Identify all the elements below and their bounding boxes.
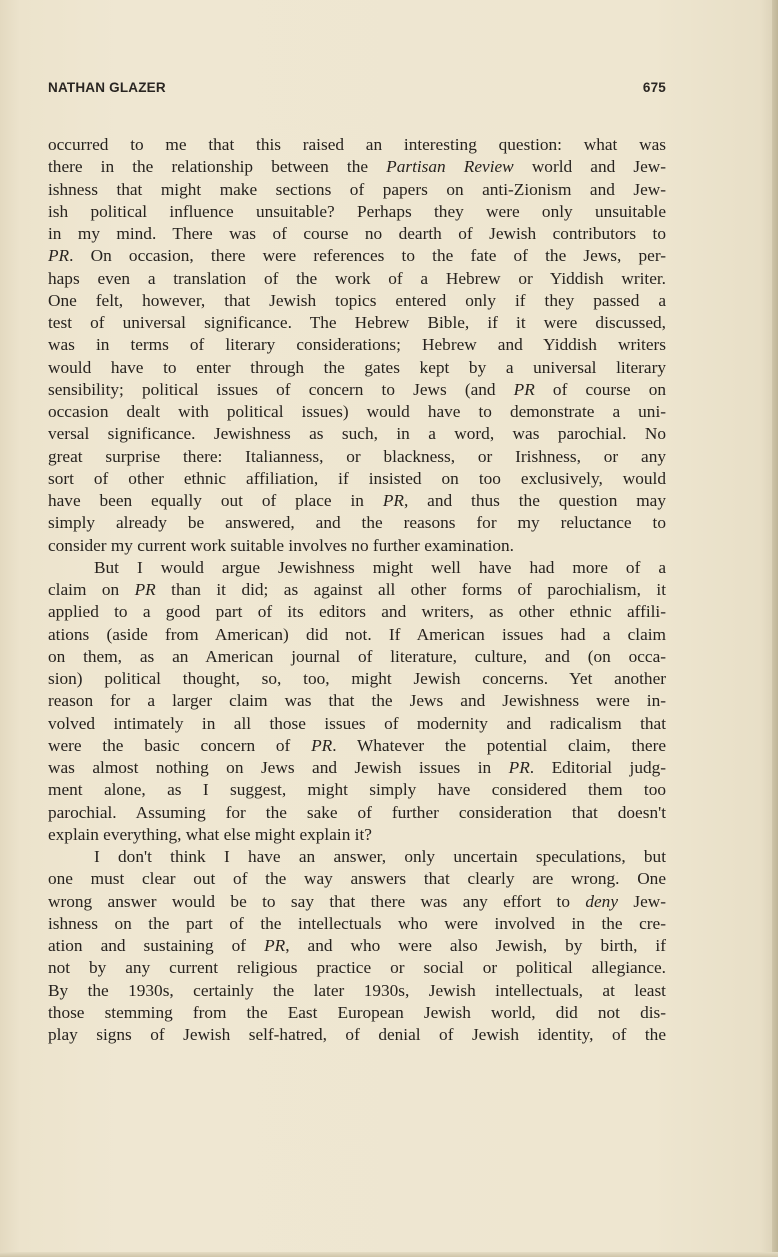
page-edge-right bbox=[772, 0, 778, 1257]
text-line: was in terms of literary considerations; Hebrew and Yiddish writers bbox=[48, 335, 666, 355]
text-line: occurred to me that this raised an interesting question: what was bbox=[48, 135, 666, 154]
text-line: versal significance. Jewishness as such, in a word, was parochial. No bbox=[48, 424, 666, 444]
text-line: haps even a translation of the work of a Hebrew or Yiddish writer. bbox=[48, 268, 666, 288]
paragraph-end-line: consider my current work suitable involves no further examination. bbox=[48, 535, 514, 555]
text-line: One felt, however, that Jewish topics entered only if they passed a bbox=[48, 290, 666, 310]
text-line: ation and sustaining of PR, and who were also Jewish, by birth, if bbox=[48, 936, 666, 955]
running-head bbox=[48, 80, 666, 100]
text-line: applied to a good part of its editors and writers, as other ethnic affili- bbox=[48, 602, 666, 622]
text-line: there in the relationship between the Partisan Review world and Jew- bbox=[48, 157, 666, 177]
text-line: those stemming from the East European Jewish world, did not dis- bbox=[48, 1002, 666, 1022]
text-line: in my mind. There was of course no dearth of Jewish contributors to bbox=[48, 224, 666, 243]
text-line: would have to enter through the gates kept by a universal literary bbox=[48, 357, 666, 377]
text-line: on them, as an American journal of literature, culture, and (on occa- bbox=[48, 646, 666, 666]
text-line: play signs of Jewish self-hatred, of denial of Jewish identity, of the bbox=[48, 1025, 666, 1044]
page-edge-bottom bbox=[0, 1252, 778, 1257]
text-line: ment alone, as I suggest, might simply have considered them too bbox=[48, 780, 666, 800]
text-line: wrong answer would be to say that there was any effort to deny Jew- bbox=[48, 891, 667, 911]
text-line: ations (aside from American) did not. If American issues had a claim bbox=[48, 624, 666, 644]
text-line: ish political influence unsuitable? Perhaps they were only unsuitable bbox=[48, 201, 666, 221]
text-line: volved intimately in all those issues of modernity and radicalism that bbox=[48, 713, 666, 733]
running-head-author: NATHAN GLAZER bbox=[48, 80, 166, 95]
text-line: was almost nothing on Jews and Jewish issues in PR. Editorial judg- bbox=[48, 758, 666, 777]
text-line: PR. On occasion, there were references to the fate of the Jews, per- bbox=[48, 246, 666, 266]
text-line: one must clear out of the way answers that clearly are wrong. One bbox=[48, 869, 666, 889]
text-line: not by any current religious practice or social or political allegiance. bbox=[48, 958, 666, 978]
text-line: sort of other ethnic affiliation, if insisted on too exclusively, would bbox=[48, 468, 666, 488]
text-line: were the basic concern of PR. Whatever the potential claim, there bbox=[48, 735, 666, 755]
text-line: have been equally out of place in PR, and thus the question may bbox=[48, 491, 666, 510]
text-line: simply already be answered, and the reasons for my reluctance to bbox=[48, 513, 666, 533]
paragraph-start-line: But I would argue Jewishness might well have had more of a bbox=[94, 557, 666, 577]
text-line: great surprise there: Italianness, or blackness, or Irishness, or any bbox=[48, 446, 666, 466]
page-number: 675 bbox=[642, 80, 666, 95]
text-line: occasion dealt with political issues) would have to demonstrate a uni- bbox=[48, 402, 666, 421]
text-line: parochial. Assuming for the sake of further consideration that doesn't bbox=[48, 802, 666, 822]
text-line: By the 1930s, certainly the later 1930s, Jewish intellectuals, at least bbox=[48, 980, 666, 1000]
text-line: claim on PR than it did; as against all other forms of parochialism, it bbox=[48, 580, 666, 599]
text-line: reason for a larger claim was that the Jews and Jewishness were in- bbox=[48, 691, 666, 711]
text-line: sion) political thought, so, too, might Jewish concerns. Yet another bbox=[48, 669, 666, 688]
text-line: ishness that might make sections of papers on anti-Zionism and Jew- bbox=[48, 179, 666, 199]
paragraph-end-line: explain everything, what else might explain it? bbox=[48, 824, 372, 844]
text-line: ishness on the part of the intellectuals who were involved in the cre- bbox=[48, 913, 666, 933]
text-line: test of universal significance. The Hebrew Bible, if it were discussed, bbox=[48, 313, 666, 332]
text-line: sensibility; political issues of concern to Jews (and PR of course on bbox=[48, 379, 666, 399]
body-text bbox=[48, 134, 666, 1046]
paragraph-start-line: I don't think I have an answer, only uncertain speculations, but bbox=[94, 847, 666, 866]
